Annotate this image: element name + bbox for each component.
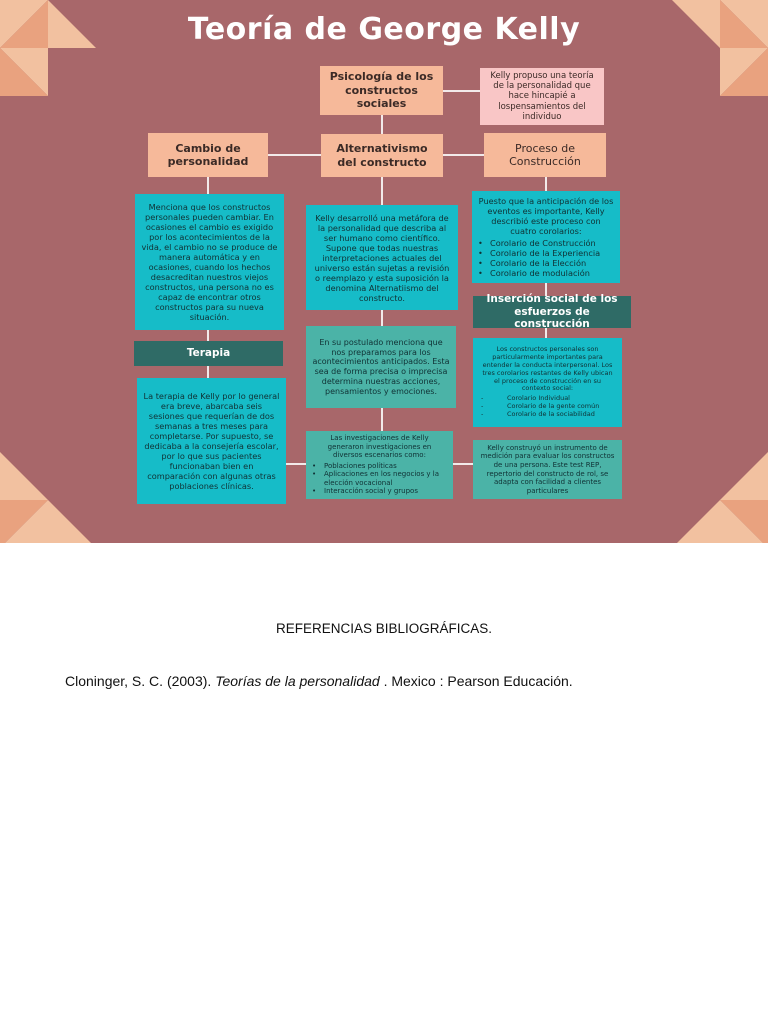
insercion-node: Inserción social de los esfuerzos de construcción: [473, 296, 631, 328]
insercion-description: [473, 338, 622, 427]
connector-line: [381, 115, 383, 135]
investigaciones-list: [312, 462, 447, 496]
connector-line: [381, 408, 383, 431]
alternativismo-node: Alternativismo del constructo: [321, 134, 443, 177]
list-item: - Corolario Individual: [479, 395, 616, 403]
postulado-description: En su postulado menciona que nos preparamos para los acontecimientos anticipados. Esta sea de forma precisa o imprecisa determina nuestras acciones, pensamientos y emociones.: [306, 326, 456, 408]
connector-line: [207, 330, 209, 341]
connector-line: [286, 463, 306, 465]
list-item: • Interacción social y grupos: [312, 487, 447, 496]
connector-line: [207, 366, 209, 378]
corner-triangles-bottom-right: [672, 452, 768, 543]
connector-line: [545, 177, 547, 191]
citation-author: Cloninger, S. C. (2003).: [65, 673, 216, 689]
list-item: • Corolario de modulación: [478, 268, 614, 278]
reference-citation: [65, 673, 725, 689]
list-item: • Corolario de Construcción: [478, 238, 614, 248]
corner-triangles-bottom-left: [0, 452, 96, 543]
connector-line: [381, 310, 383, 326]
list-item: • Aplicaciones en los negocios y la elección vocacional: [312, 470, 447, 487]
proceso-intro: Puesto que la anticipación de los eventos es importante, Kelly describió este proceso con cuatro corolarios:: [478, 196, 614, 236]
instrumento-description: Kelly construyó un instrumento de medición para evaluar los constructos de una persona. Este test REP, repertorio del constructo de rol, se adapta con facilidad a clientes particulares: [473, 440, 622, 499]
connector-line: [268, 154, 322, 156]
alternativismo-description: Kelly desarrolló una metáfora de la personalidad que describa al ser humano como científico. Supone que todas nuestras interpretaciones actuales del universo están sujetas a revisión o reemplazo y esta suposición la denomina Alternatiismo del constructo.: [306, 205, 458, 310]
connector-line: [381, 177, 383, 205]
terapia-description: La terapia de Kelly por lo general era breve, abarcaba seis sesiones que requerían de dos semanas a tres meses para completarse. Por supuesto, se dedicaba a la consejería escolar, por lo que sus pacientes funcionaban bien en comparación con algunas otras poblaciones clínicas.: [137, 378, 286, 504]
psicologia-node: Psicología de los constructos sociales: [320, 66, 443, 115]
citation-title: Teorías de la personalidad: [215, 673, 380, 689]
connector-line: [443, 154, 484, 156]
references-heading: REFERENCIAS BIBLIOGRÁFICAS.: [275, 621, 493, 636]
proceso-node: Proceso de Construcción: [484, 133, 606, 177]
connector-line: [207, 177, 209, 194]
connector-line: [453, 463, 473, 465]
investigaciones-description: [306, 431, 453, 499]
investigaciones-intro: Las investigaciones de Kelly generaron investigaciones en diversos escenarios como:: [327, 434, 432, 460]
cambio-description: Menciona que los constructos personales pueden cambiar. En ocasiones el cambio es exigido por los acontecimientos de la vida, el cambio no se produce de manera automática y en ocasiones, cuando los hechos desacreditan nuestros viejos constructos, una persona no es capaz de encontrar otros constructos para su nueva situación.: [135, 194, 284, 330]
list-item: • Corolario de la Experiencia: [478, 248, 614, 258]
cambio-node: Cambio de personalidad: [148, 133, 268, 177]
proceso-list: [478, 238, 614, 278]
poster-title: Teoría de George Kelly: [187, 12, 581, 47]
connector-line: [442, 90, 482, 92]
list-item: • Poblaciones políticas: [312, 462, 447, 471]
terapia-node: Terapia: [134, 341, 283, 366]
list-item: • Corolario de la Elección: [478, 258, 614, 268]
kelly-enfasis-note: Kelly propuso una teoría de la personalidad que hace hincapié a lospensamientos del individuo: [480, 68, 604, 125]
insercion-list: [479, 395, 616, 419]
list-item: - Corolario de la sociabilidad: [479, 411, 616, 419]
list-item: - Corolario de la gente común: [479, 403, 616, 411]
insercion-intro: Los constructos personales son particularmente importantes para entender la conducta interpersonal. Los tres corolarios restantes de Kelly ubican el proceso de construcción en su contexto social:: [482, 344, 613, 393]
proceso-description: [472, 191, 620, 283]
citation-publisher: . Mexico : Pearson Educación.: [379, 673, 573, 689]
